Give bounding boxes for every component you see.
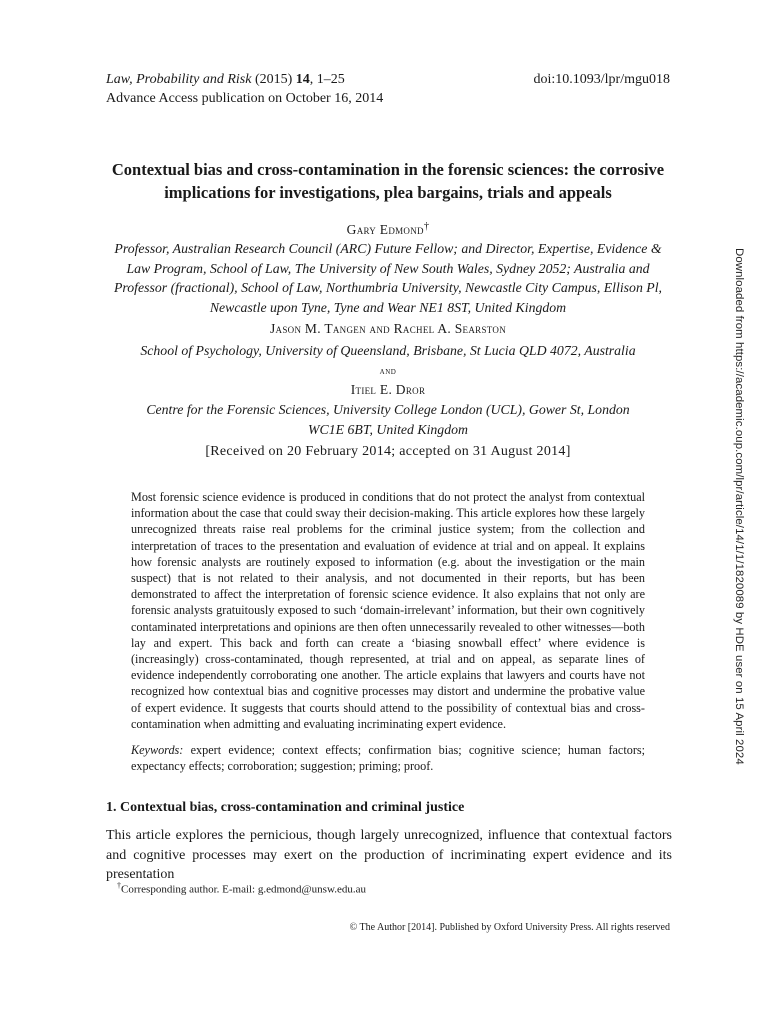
author-2-name: Jason M. Tangen and Rachel A. Searston	[269, 321, 506, 336]
journal-year: (2015)	[254, 72, 293, 87]
footnote-text: Corresponding author. E-mail: g.edmond@unsw.edu.au	[121, 883, 366, 896]
journal-pages: , 1–25	[309, 72, 345, 87]
journal-header	[106, 70, 383, 108]
doi: doi:10.1093/lpr/mgu018	[533, 72, 670, 87]
footnote-mark: †	[117, 881, 121, 890]
journal-name: Law, Probability and Risk	[106, 72, 252, 87]
abstract: Most forensic science evidence is produced in conditions that do not protect the analyst from contextual information about the case that could sway their decision-making. This article explores how these largely unrecognized threats raise real problems for the criminal justice system; from the collection and interpretation of traces to the presentation and evaluation of evidence at trial and on appeal. It explains how forensic analysts are routinely exposed to information (e.g. about the investigation or the main suspect) that is not related to their analysis, and not documented in their reports, but has been demonstrated to affect the interpretation of forensic science evidence. It also explains that not only are forensic analysts gratuitously exposed to such ‘domain-irrelevant’ information, but their own cognitively contaminated interpretations and opinions are then often unnecessarily revealed to other witnesses—both lay and expert. This back and forth can create a ‘biasing snowball effect’ where evidence is (increasingly) cross-contaminated, though represented, at trial and on appeal, as separate lines of evidence independently corroborating one another. The article explains that lawyers and courts have not recognized how contextual bias and cognitive processes may distort and undermine the probative value of expert evidence. It suggests that courts should attend to the possibility of contextual bias and cross-contamination when admitting and evaluating incriminating expert evidence.	[131, 490, 645, 731]
journal-volume: 14	[295, 72, 310, 87]
copyright-notice: © The Author [2014]. Published by Oxford University Press. All rights reserved	[349, 922, 670, 933]
download-watermark: Downloaded from https://academic.oup.com/lpr/article/14/1/1/1820089 by HDE user on 15 April 2024	[733, 248, 745, 765]
section-heading: 1. Contextual bias, cross-contamination and criminal justice	[106, 800, 465, 815]
advance-access-line: Advance Access publication on October 16, 2014	[106, 91, 384, 106]
author-3-affiliation: Centre for the Forensic Sciences, University College London (UCL), Gower St, London WC1E 6BT, United Kingdom	[146, 402, 630, 437]
author-1-name: Gary Edmond	[346, 222, 424, 238]
keywords-label: Keywords:	[131, 743, 184, 757]
article-title: Contextual bias and cross-contamination in the forensic sciences: the corrosive implications for investigations, plea bargains, trials and appeals	[111, 160, 665, 202]
author-3	[106, 382, 670, 398]
author-3-name: Itiel E. Dror	[350, 382, 426, 397]
footnote	[117, 881, 366, 896]
author-1-mark: †	[423, 221, 430, 232]
received-dates: [Received on 20 February 2014; accepted on 31 August 2014]	[205, 444, 571, 459]
author-2-affiliation: School of Psychology, University of Queensland, Brisbane, St Lucia QLD 4072, Australia	[140, 343, 636, 358]
and-separator: and	[379, 366, 397, 377]
author-1-affiliation: Professor, Australian Research Council (ARC) Future Fellow; and Director, Expertise, Evidence & Law Program, School of Law, The University of New South Wales, Sydney 2052; Australia and Professor (fractional), School of Law, Northumbria University, Newcastle City Campus, Ellison Pl, Newcastle upon Tyne, Tyne and Wear NE1 8ST, United Kingdom	[113, 241, 663, 315]
author-2	[106, 321, 670, 337]
keywords	[131, 742, 645, 774]
author-1	[106, 221, 670, 238]
section-body: This article explores the pernicious, though largely unrecognized, influence that contextual factors and cognitive processes may exert on the production of incriminating expert evidence and its presentation	[106, 828, 672, 882]
keywords-text: expert evidence; context effects; confirmation bias; cognitive science; human factors; expectancy effects; corroboration; suggestion; priming; proof.	[131, 743, 646, 774]
